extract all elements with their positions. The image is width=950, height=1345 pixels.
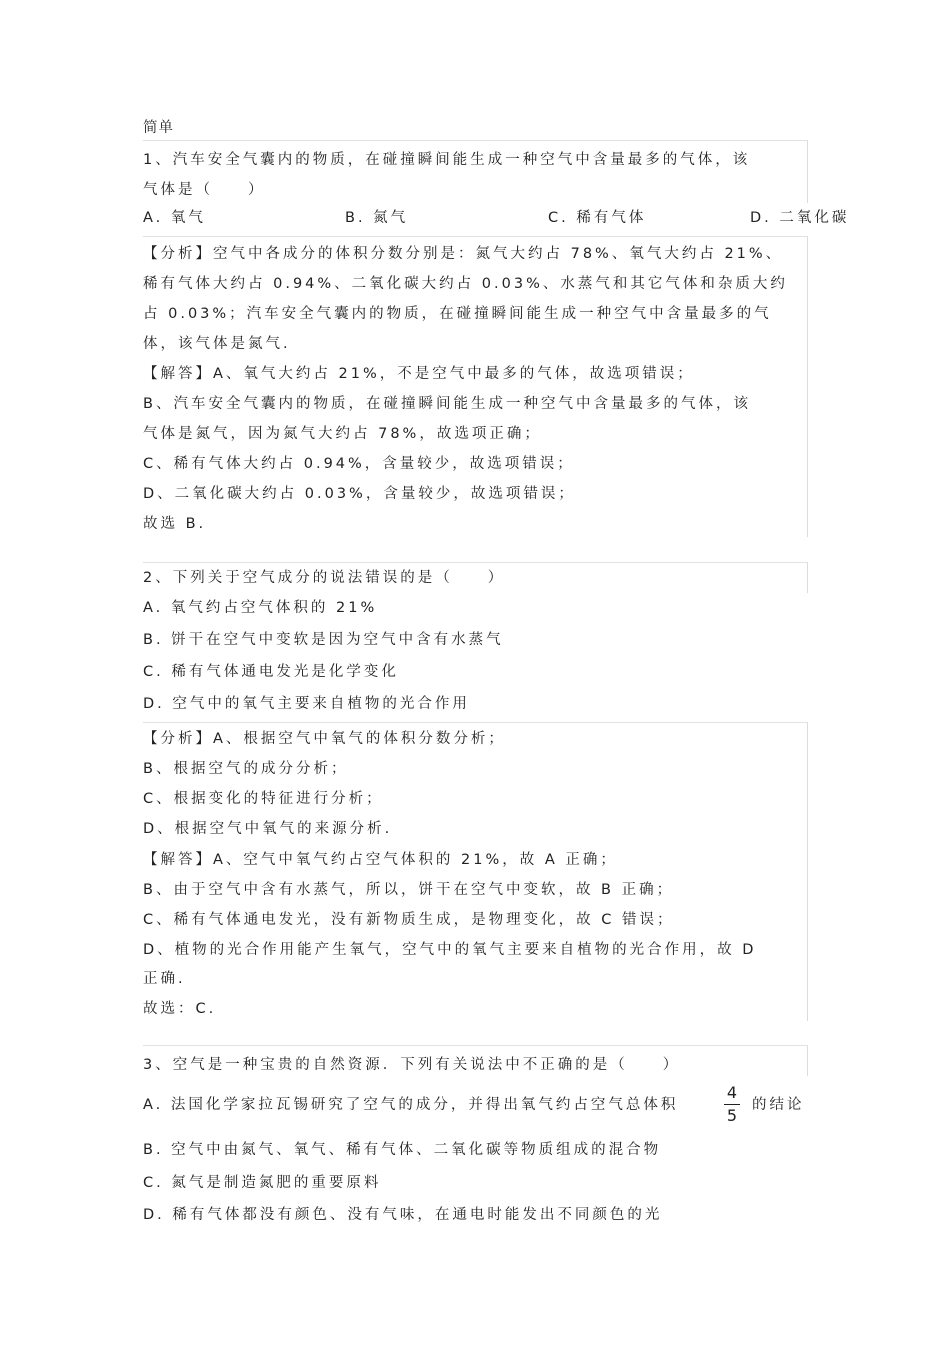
question-2-option-b: B. 饼干在空气中变软是因为空气中含有水蒸气	[143, 632, 504, 648]
question-3-stem: 3、空气是一种宝贵的自然资源．下列有关说法中不正确的是（ ）	[143, 1057, 681, 1073]
question-2-option-c: C. 稀有气体通电发光是化学变化	[143, 664, 399, 680]
question-1-option-c: C. 稀有气体	[548, 210, 647, 226]
question-1-option-b: B. 氮气	[345, 210, 409, 226]
analysis-line: B、根据空气的成分分析；	[143, 761, 349, 777]
difficulty-header: 简单	[143, 120, 174, 136]
solution-line: B、由于空气中含有水蒸气，所以，饼干在空气中变软，故 B 正确；	[143, 882, 675, 898]
question-2-option-a: A. 氧气约占空气体积的 21%	[143, 600, 378, 616]
question-3-option-b: B. 空气中由氮气、氧气、稀有气体、二氧化碳等物质组成的混合物	[143, 1142, 662, 1158]
question-3-option-d: D. 稀有气体都没有颜色、没有气味，在通电时能发出不同颜色的光	[143, 1207, 663, 1223]
analysis-line: 体，该气体是氮气.	[143, 336, 291, 352]
solution-line: 【解答】A、空气中氧气约占空气体积的 21%，故 A 正确；	[143, 852, 618, 868]
solution-line: 正确.	[143, 971, 186, 987]
question-2-stem: 2、下列关于空气成分的说法错误的是（ ）	[143, 570, 506, 586]
fraction-bar	[724, 1104, 740, 1105]
solution-line: C、稀有气体通电发光，没有新物质生成，是物理变化，故 C 错误；	[143, 912, 675, 928]
solution-line: D、二氧化碳大约占 0.03%，含量较少，故选项错误；	[143, 486, 576, 502]
question-3-option-a-text: A. 法国化学家拉瓦锡研究了空气的成分，并得出氧气约占空气总体积	[143, 1097, 679, 1113]
solution-line: C、稀有气体大约占 0.94%，含量较少，故选项错误；	[143, 456, 575, 472]
question-3-option-c: C. 氮气是制造氮肥的重要原料	[143, 1175, 382, 1191]
fraction-denominator: 5	[726, 1106, 738, 1125]
analysis-line: 稀有气体大约占 0.94%、二氧化碳大约占 0.03%、水蒸气和其它气体和杂质大约	[143, 276, 788, 292]
question-2-option-d: D. 空气中的氧气主要来自植物的光合作用	[143, 696, 470, 712]
fraction-numerator: 4	[726, 1083, 738, 1102]
analysis-line: 占 0.03%；汽车安全气囊内的物质，在碰撞瞬间能生成一种空气中含量最多的气	[143, 306, 772, 322]
analysis-line: C、根据变化的特征进行分析；	[143, 791, 384, 807]
fraction-four-fifths	[722, 1083, 742, 1126]
solution-line: 气体是氮气，因为氮气大约占 78%，故选项正确；	[143, 426, 542, 442]
solution-line: 【解答】A、氧气大约占 21%，不是空气中最多的气体，故选项错误；	[143, 366, 695, 382]
question-1-option-a: A. 氧气	[143, 210, 206, 226]
solution-line: D、植物的光合作用能产生氧气，空气中的氧气主要来自植物的光合作用，故 D	[143, 942, 757, 958]
question-3-option-a-suffix: 的结论	[752, 1097, 805, 1113]
analysis-line: 【分析】A、根据空气中氧气的体积分数分析；	[143, 731, 506, 747]
answer-line: 故选：C.	[143, 1001, 217, 1017]
analysis-line: 【分析】空气中各成分的体积分数分别是：氮气大约占 78%、氧气大约占 21%、	[143, 246, 784, 262]
analysis-line: D、根据空气中氧气的来源分析.	[143, 821, 393, 837]
answer-line: 故选 B.	[143, 516, 207, 532]
question-1-stem-cont: 气体是（ ）	[143, 182, 266, 198]
question-1-stem: 1、汽车安全气囊内的物质，在碰撞瞬间能生成一种空气中含量最多的气体，该	[143, 152, 751, 168]
question-3-option-a	[143, 1095, 678, 1115]
solution-line: B、汽车安全气囊内的物质，在碰撞瞬间能生成一种空气中含量最多的气体，该	[143, 396, 751, 412]
question-1-option-d: D. 二氧化碳	[750, 210, 850, 226]
